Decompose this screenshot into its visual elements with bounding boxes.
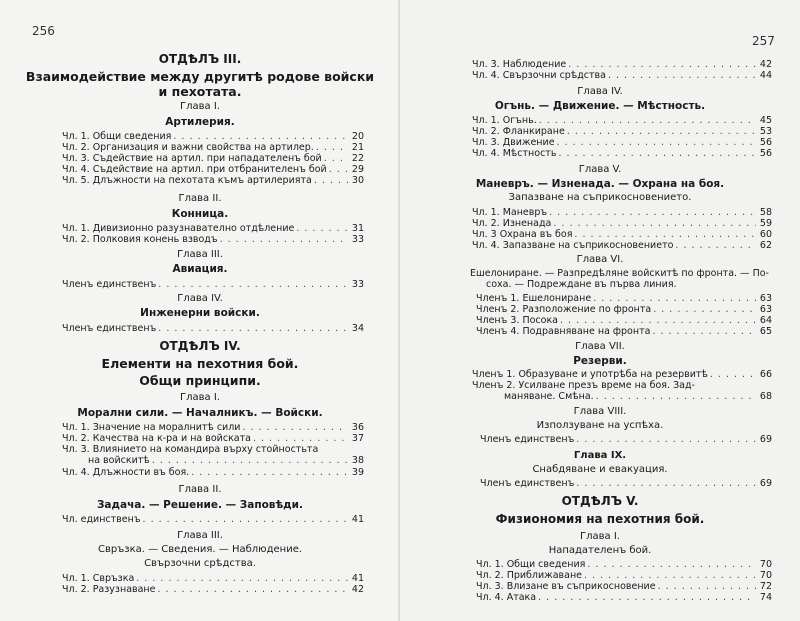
toc-entry[interactable]: Чл. 2. Полковия конень взводъ . . . 33	[62, 234, 364, 245]
toc-entry[interactable]: Членъ 4. Подравняване на фронта . . . 65	[476, 326, 772, 337]
chapter-subtitle: Запазване на съприкосновението.	[508, 192, 692, 203]
chapter-label: Глава II.	[178, 484, 222, 495]
page-number-left: 256	[32, 24, 55, 38]
chapter-label: Глава I.	[580, 531, 620, 542]
chapter-label: Глава IV.	[177, 293, 223, 304]
toc-entry-line[interactable]: Членъ 2. Усилване презъ време на боя. Зад-	[472, 380, 695, 391]
toc-entry[interactable]: Чл. 2. Приближаване . . . 70	[476, 570, 772, 581]
toc-entry-line[interactable]: Чл. 3. Влиянието на командира върху стойностьта	[62, 444, 319, 455]
chapter-title: Инженерни войски.	[140, 307, 260, 319]
toc-entry[interactable]: Членъ единственъ . . . 33	[62, 279, 364, 290]
chapter-title: Огънь. — Движение. — Мѣстность.	[494, 100, 706, 112]
toc-entry[interactable]: Чл. 1. Маневръ . . . 58	[472, 207, 772, 218]
chapter-title: Задача. — Решение. — Заповѣди.	[96, 499, 304, 511]
section-3-heading: ОТДѢЛЪ III.	[158, 52, 242, 66]
chapter-title: Резерви.	[573, 355, 627, 367]
toc-entry[interactable]: Чл. 3. Съдействие на артил. при нападателенъ бой . . . 22	[62, 153, 364, 164]
toc-entry[interactable]: Членъ 2. Разположение по фронта . . . 63	[476, 304, 772, 315]
chapter-label: Глава II.	[178, 193, 222, 204]
toc-entry[interactable]: Чл. 5. Длъжности на пехотата къмъ артилерията . . . 30	[62, 175, 364, 186]
chapter-subtitle: Нападателенъ бой.	[548, 545, 652, 556]
toc-entry[interactable]: Чл. 4. Съдействие на артил. при отбранителенъ бой . . . 29	[62, 164, 364, 175]
chapter-label: Глава IX.	[573, 450, 627, 461]
right-page	[400, 0, 800, 621]
toc-entry[interactable]: Чл. 1. Свръзка . . . 41	[62, 573, 364, 584]
toc-entry[interactable]: Чл. 2. Изненада . . . 59	[472, 218, 772, 229]
chapter-title: Авиация.	[172, 263, 228, 275]
chapter-label: Глава V.	[578, 164, 622, 175]
toc-entry[interactable]: Чл. 2. Разузнаване . . . 42	[62, 584, 364, 595]
chapter-label: Глава III.	[177, 249, 223, 260]
chapter-label: Глава VI.	[576, 254, 624, 265]
page-number-right: 257	[752, 34, 775, 48]
toc-entry[interactable]: Чл. 1. Общи сведения . . . 70	[476, 559, 772, 570]
chapter-label: Глава I.	[180, 392, 220, 403]
toc-entry[interactable]: Чл. 1. Огънь. . . . 45	[472, 115, 772, 126]
toc-entry[interactable]: Чл. 2. Качества на к-ра и на войската . . . 37	[62, 433, 364, 444]
section-5-heading: ОТДѢЛЪ V.	[561, 494, 639, 508]
toc-entry[interactable]: на войскитѣ . . . 38	[88, 455, 364, 466]
toc-entry[interactable]: Чл. 2. Организация и важни свойства на артилер. . . . 21	[62, 142, 364, 153]
toc-entry[interactable]: Чл. 4. Свързочни срѣдства . . . 44	[472, 70, 772, 81]
section-4-subtitle-1: Елементи на пехотния бой.	[101, 356, 299, 371]
toc-entry[interactable]: Чл. 4. Запазване на съприкосновението . . . 62	[472, 240, 772, 251]
toc-entry[interactable]: Чл. 3. Наблюдение . . . 42	[472, 59, 772, 70]
section-4-subtitle-2: Общи принципи.	[139, 373, 261, 388]
chapter-subtitle: Снабдяване и евакуация.	[532, 464, 668, 475]
chapter-title: Маневръ. — Изненада. — Охрана на боя.	[475, 178, 725, 190]
chapter-label: Глава VII.	[575, 341, 625, 352]
toc-entry[interactable]: Чл. 2. Фланкиране . . . 53	[472, 126, 772, 137]
toc-entry[interactable]: Членъ единственъ . . . 34	[62, 323, 364, 334]
chapter-subtitle: Свързочни срѣдства.	[144, 558, 256, 569]
toc-entry[interactable]: Чл. 4. Мѣстность . . . 56	[472, 148, 772, 159]
toc-entry[interactable]: Чл. 3 Охрана въ боя . . . 60	[472, 229, 772, 240]
chapter-label: Глава I.	[180, 101, 220, 112]
toc-entry[interactable]: Членъ 1. Образуване и употрѣба на резервитѣ . . . 66	[472, 369, 772, 380]
toc-entry[interactable]: Членъ единственъ . . . 69	[480, 434, 772, 445]
toc-entry[interactable]: Членъ единственъ . . . 69	[480, 478, 772, 489]
section-4-heading: ОТДѢЛЪ IV.	[159, 339, 241, 353]
toc-entry[interactable]: маняване. Смѣна. . . . 68	[504, 391, 772, 402]
toc-entry[interactable]: Чл. 4. Длъжности въ боя. . . . 39	[62, 467, 364, 478]
chapter-title: Конница.	[171, 208, 229, 220]
chapter-title: Свръзка. — Сведения. — Наблюдение.	[97, 544, 303, 555]
toc-entry[interactable]: Чл. 3. Влизане въ съприкосновение . . . 72	[476, 581, 772, 592]
toc-entry[interactable]: Чл. 1. Общи сведения . . . 20	[62, 131, 364, 142]
section-3-subtitle-2: и пехотата.	[158, 84, 242, 99]
toc-entry[interactable]: Членъ 3. Посока . . . 64	[476, 315, 772, 326]
toc-entry[interactable]: Чл. 4. Атака . . . 74	[476, 592, 772, 603]
chapter-description: соха. — Подреждане въ първа линия.	[486, 279, 677, 290]
toc-entry[interactable]: Чл. единственъ . . . 41	[62, 514, 364, 525]
chapter-label: Глава VIII.	[573, 406, 627, 417]
chapter-description: Ешелониране. — Разпредѣляне войскитѣ по фронта. — По-	[470, 268, 769, 279]
section-3-subtitle-1: Взаимодействие между другитѣ родове войски	[25, 69, 375, 84]
toc-entry[interactable]: Чл. 3. Движение . . . 56	[472, 137, 772, 148]
chapter-subtitle: Използуване на успѣха.	[536, 420, 664, 431]
section-5-subtitle: Физиономия на пехотния бой.	[495, 512, 705, 526]
toc-entry[interactable]: Чл. 1. Дивизионно разузнавателно отдѣление . . . 31	[62, 223, 364, 234]
chapter-label: Глава III.	[177, 530, 223, 541]
toc-entry[interactable]: Членъ 1. Ешелониране . . . 63	[476, 293, 772, 304]
chapter-label: Глава IV.	[577, 86, 623, 97]
toc-entry[interactable]: Чл. 1. Значение на моралнитѣ сили . . . 36	[62, 422, 364, 433]
chapter-title: Морални сили. — Началникъ. — Войски.	[77, 407, 323, 419]
chapter-title: Артилерия.	[165, 116, 235, 128]
